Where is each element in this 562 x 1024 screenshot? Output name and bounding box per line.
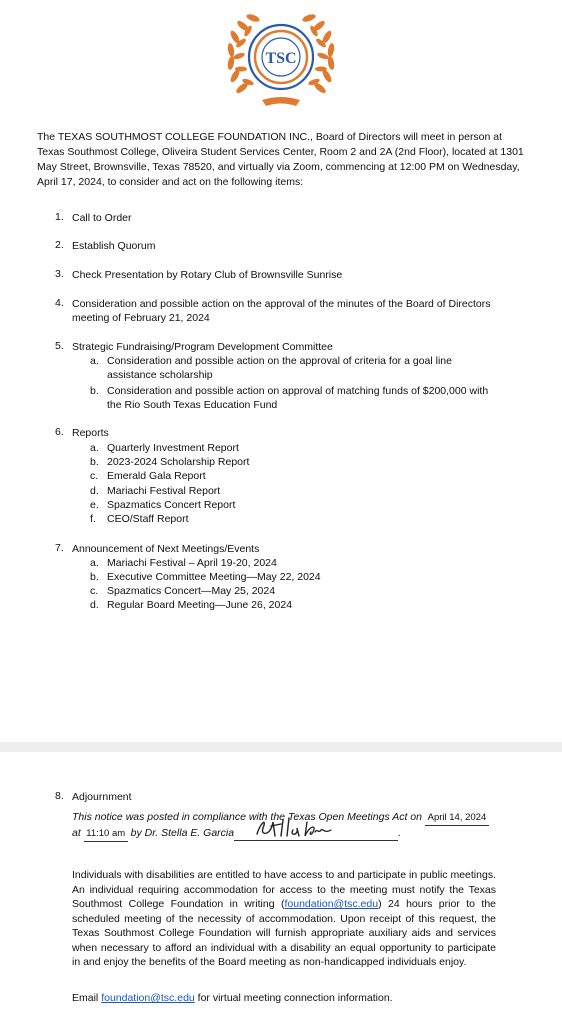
sub-letter: d. xyxy=(90,485,99,497)
item-number: 6. xyxy=(55,426,64,438)
posted-date: April 14, 2024 xyxy=(425,811,489,826)
accommodation-text: Individuals with disabilities are entitled to have access to and participate in public meetings. An individual requiring accommodation for access to the meeting must notify the Texas Southmost College Foundation in writing ( xyxy=(72,869,496,910)
sub-letter: f. xyxy=(90,513,96,525)
sub-letter: a. xyxy=(90,355,99,367)
sub-text: Executive Committee Meeting—May 22, 2024 xyxy=(107,571,321,583)
item-number: 8. xyxy=(55,790,64,802)
sub-letter: a. xyxy=(90,442,99,454)
sub-text: Consideration and possible action on approval of matching funds of $200,000 with the Rio South Texas Education Fund xyxy=(107,385,489,411)
item-text: Strategic Fundraising/Program Development Committee xyxy=(72,341,333,353)
sub-letter: c. xyxy=(90,585,99,597)
tsc-foundation-logo xyxy=(222,10,340,110)
page-break xyxy=(0,742,562,752)
item-number: 1. xyxy=(55,211,64,223)
email-prefix: Email xyxy=(72,992,99,1004)
sub-text: Spazmatics Concert Report xyxy=(107,499,236,511)
sub-letter: e. xyxy=(90,499,99,511)
item-text: Check Presentation by Rotary Club of Brownsville Sunrise xyxy=(72,269,343,281)
notice-by: by Dr. Stella E. Garcia xyxy=(130,827,235,839)
item-number: 3. xyxy=(55,268,64,280)
logo-text: TSC xyxy=(265,50,297,67)
item-text: Reports xyxy=(72,427,109,439)
item-text: Call to Order xyxy=(72,212,132,224)
item-number: 2. xyxy=(55,239,64,251)
item-text: Establish Quorum xyxy=(72,240,156,252)
sub-text: Quarterly Investment Report xyxy=(107,442,239,454)
accommodation-paragraph xyxy=(72,868,496,970)
sub-text: 2023-2024 Scholarship Report xyxy=(107,456,250,468)
sub-text: Regular Board Meeting—June 26, 2024 xyxy=(107,599,293,611)
logo-ribbon xyxy=(262,97,300,106)
email-info-line xyxy=(72,991,496,1006)
accommodation-text-2: ) 24 hours prior to the scheduled meeting of the necessity of accommodation. Upon receipt of this request, the Texas Southmost College Foundation will furnish appropriate auxiliary aids and services when necessary to afford an individual with a disability an equal opportunity to participate in and enjoy the benefits of the Board meeting as non-handicapped individuals enjoy. xyxy=(72,898,497,968)
email-link[interactable]: foundation@tsc.edu xyxy=(101,992,195,1004)
sub-letter: d. xyxy=(90,599,99,611)
signature xyxy=(251,812,335,842)
notice-end: . xyxy=(398,827,402,839)
sub-letter: b. xyxy=(90,385,99,397)
item-number: 5. xyxy=(55,340,64,352)
sub-letter: c. xyxy=(90,470,99,482)
posted-time: 11:10 am xyxy=(84,827,128,842)
sub-text: CEO/Staff Report xyxy=(107,513,189,525)
email-link[interactable]: foundation@tsc.edu xyxy=(284,898,379,910)
sub-text: Consideration and possible action on the approval of criteria for a goal line assistance scholarship xyxy=(107,355,452,381)
notice-text: This notice was posted in compliance with the Texas Open Meetings Act on xyxy=(72,811,422,823)
sub-letter: a. xyxy=(90,557,99,569)
email-suffix: for virtual meeting connection information. xyxy=(197,992,393,1004)
item-number: 7. xyxy=(55,542,64,554)
sub-letter: b. xyxy=(90,456,99,468)
sub-text: Mariachi Festival Report xyxy=(107,485,221,497)
sub-text: Emerald Gala Report xyxy=(107,470,206,482)
sub-text: Mariachi Festival – April 19-20, 2024 xyxy=(107,557,277,569)
notice-at: at xyxy=(72,827,81,839)
item-text: Consideration and possible action on the approval of the minutes of the Board of Directors meeting of February 21, 2024 xyxy=(72,298,491,324)
sub-letter: b. xyxy=(90,571,99,583)
item-number: 4. xyxy=(55,297,64,309)
item-text: Adjournment xyxy=(72,791,132,803)
meeting-notice-intro: The TEXAS SOUTHMOST COLLEGE FOUNDATION INC., Board of Directors will meet in person at Texas Southmost College, Oliveira Student Services Center, Room 2 and 2A (2nd Floor), located at 1301 May Street, Brownsville, Texas 78520, and virtually via Zoom, commencing at 12:00 PM on Wednesday, April 17, 2024, to consider and act on the following items: xyxy=(37,131,524,188)
sub-text: Spazmatics Concert—May 25, 2024 xyxy=(107,585,276,597)
item-text: Announcement of Next Meetings/Events xyxy=(72,543,260,555)
